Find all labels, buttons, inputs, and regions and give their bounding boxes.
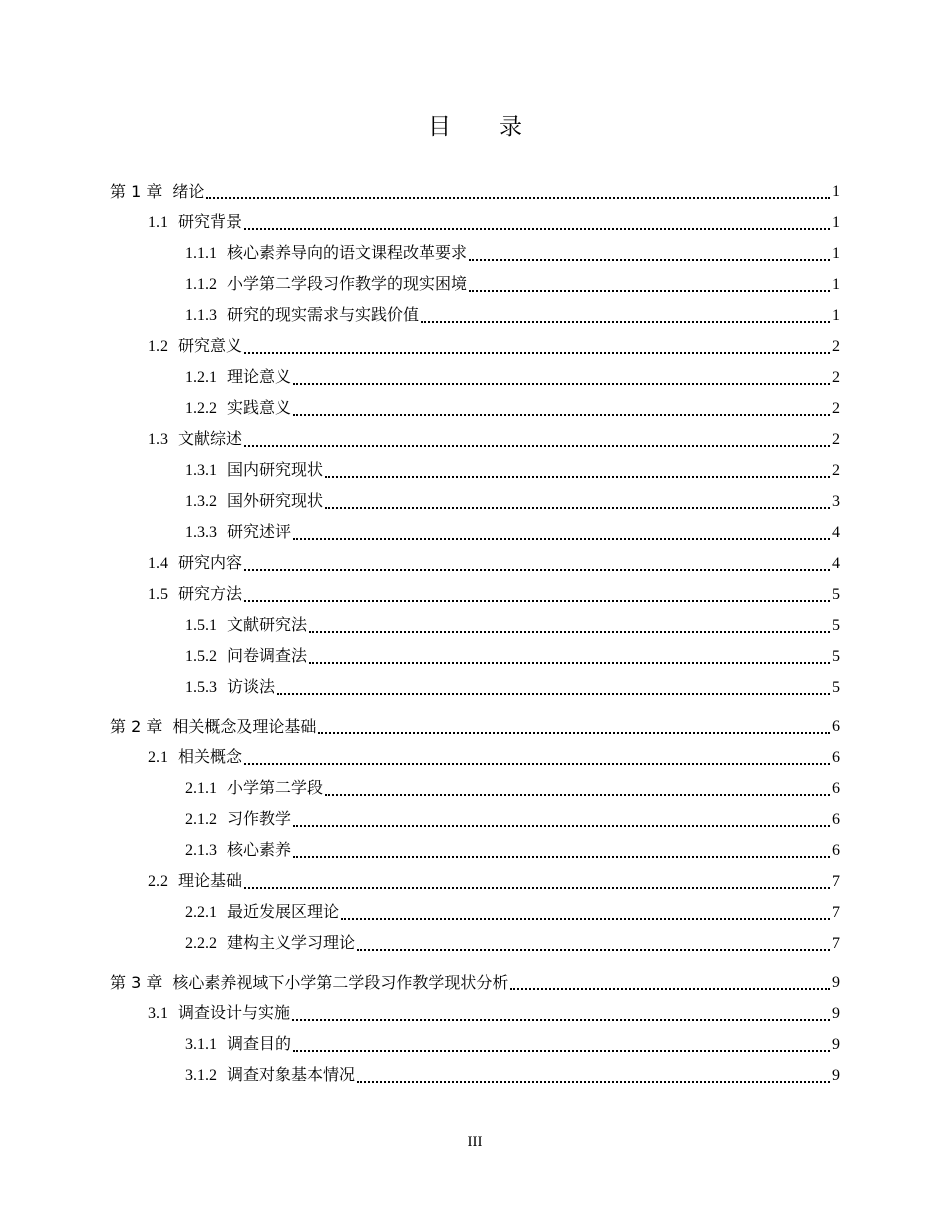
toc-entry-title: 小学第二学段 (227, 780, 324, 797)
toc-entry-title: 相关概念及理论基础 (172, 717, 317, 736)
toc-entry-number: 第 1 章 (110, 182, 163, 201)
toc-entry-heading (185, 486, 323, 517)
toc-entry-heading (148, 548, 242, 579)
toc-entry-heading (148, 579, 242, 610)
dot-leader (244, 600, 830, 602)
dot-leader (309, 662, 830, 664)
toc-entry-heading (148, 424, 242, 455)
toc-entry[interactable] (110, 1029, 840, 1060)
dot-leader (325, 507, 830, 509)
toc-entry[interactable] (110, 455, 840, 486)
toc-entry-heading (185, 773, 323, 804)
dot-leader (309, 631, 830, 633)
toc-entry-title: 调查对象基本情况 (227, 1067, 356, 1084)
toc-entry-title: 理论基础 (178, 873, 243, 890)
toc-entry-number: 2.1.3 (185, 842, 217, 859)
toc-entry-title: 实践意义 (227, 400, 292, 417)
toc-entry[interactable] (110, 331, 840, 362)
toc-entry-number: 1.3.3 (185, 524, 217, 541)
toc-entry-title: 文献综述 (178, 431, 243, 448)
toc-entry-number: 3.1.2 (185, 1067, 217, 1084)
toc-entry[interactable] (110, 967, 840, 998)
toc-entry-page: 7 (832, 873, 840, 890)
dot-leader (421, 321, 830, 323)
toc-entry-number: 1.5.1 (185, 617, 217, 634)
toc-entry-heading (185, 610, 307, 641)
toc-entry-number: 1.1 (148, 214, 168, 231)
toc-entry-heading (185, 672, 275, 703)
dot-leader (206, 197, 830, 199)
toc-entry[interactable] (110, 393, 840, 424)
dot-leader (244, 887, 830, 889)
toc-entry-page: 9 (832, 1005, 840, 1022)
toc-entry-heading (185, 269, 467, 300)
dot-leader (469, 290, 830, 292)
dot-leader (293, 538, 830, 540)
toc-entry-number: 2.1 (148, 749, 168, 766)
toc-entry-title: 研究方法 (178, 586, 243, 603)
toc-entry[interactable] (110, 742, 840, 773)
toc-entry-page: 6 (832, 842, 840, 859)
dot-leader (244, 352, 830, 354)
toc-entry-title: 国外研究现状 (227, 493, 324, 510)
toc-entry[interactable] (110, 300, 840, 331)
toc-entry-heading (148, 998, 290, 1029)
dot-leader (293, 825, 830, 827)
toc-entry-title: 研究背景 (178, 214, 243, 231)
toc-entry-page: 3 (832, 493, 840, 510)
toc-entry-title: 调查目的 (227, 1036, 292, 1053)
dot-leader (325, 794, 830, 796)
toc-entry-title: 研究内容 (178, 555, 243, 572)
dot-leader (293, 383, 830, 385)
toc-entry[interactable] (110, 424, 840, 455)
toc-entry-page: 6 (832, 811, 840, 828)
toc-entry[interactable] (110, 176, 840, 207)
toc-entry-heading (185, 393, 291, 424)
dot-leader (325, 476, 830, 478)
toc-entry-page: 6 (832, 780, 840, 797)
toc-entry-number: 3.1 (148, 1005, 168, 1022)
toc-entry-title: 核心素养导向的语文课程改革要求 (227, 245, 468, 262)
toc-entry-page: 2 (832, 369, 840, 386)
toc-entry-page: 9 (832, 1067, 840, 1084)
dot-leader (244, 763, 830, 765)
toc-entry[interactable] (110, 804, 840, 835)
toc-entry[interactable] (110, 998, 840, 1029)
toc-entry-number: 2.1.1 (185, 780, 217, 797)
toc-entry-page: 5 (832, 648, 840, 665)
toc-entry[interactable] (110, 269, 840, 300)
toc-entry-title: 小学第二学段习作教学的现实困境 (227, 276, 468, 293)
toc-entry-number: 1.4 (148, 555, 168, 572)
toc-entry-heading (148, 742, 242, 773)
toc-entry-number: 1.1.3 (185, 307, 217, 324)
toc-entry-page: 9 (832, 1036, 840, 1053)
toc-entry-number: 1.1.1 (185, 245, 217, 262)
toc-entry-heading (148, 207, 242, 238)
toc-entry[interactable] (110, 207, 840, 238)
toc-entry-heading (185, 362, 291, 393)
dot-leader (357, 949, 830, 951)
toc-entry-number: 1.5.3 (185, 679, 217, 696)
toc-entry-page: 5 (832, 617, 840, 634)
toc-entry-page: 1 (832, 214, 840, 231)
dot-leader (341, 918, 830, 920)
toc-entry[interactable] (110, 835, 840, 866)
toc-entry-page: 5 (832, 679, 840, 696)
toc-entry-heading (185, 455, 323, 486)
toc-entry-number: 第 3 章 (110, 973, 163, 992)
toc-entry-title: 最近发展区理论 (227, 904, 340, 921)
toc-entry-number: 2.2 (148, 873, 168, 890)
toc-entry[interactable] (110, 238, 840, 269)
dot-leader (510, 988, 830, 990)
toc-entry-number: 1.2.1 (185, 369, 217, 386)
toc-entry-title: 理论意义 (227, 369, 292, 386)
toc-entry[interactable] (110, 362, 840, 393)
toc-entry-page: 6 (832, 749, 840, 766)
toc-entry-heading (185, 1029, 291, 1060)
toc-entry-number: 1.2 (148, 338, 168, 355)
toc-entry-heading (148, 866, 242, 897)
toc-entry-heading (185, 835, 291, 866)
toc-entry-number: 1.5.2 (185, 648, 217, 665)
table-of-contents (110, 176, 840, 1091)
toc-entry-heading (110, 711, 316, 742)
toc-entry-number: 1.3 (148, 431, 168, 448)
toc-entry-title: 习作教学 (227, 811, 292, 828)
toc-entry[interactable] (110, 672, 840, 703)
dot-leader (293, 856, 830, 858)
toc-entry[interactable] (110, 1060, 840, 1091)
toc-entry-heading (185, 1060, 355, 1091)
dot-leader (244, 445, 830, 447)
dot-leader (277, 693, 830, 695)
toc-entry-title: 文献研究法 (227, 617, 308, 634)
toc-entry-page: 2 (832, 400, 840, 417)
toc-entry[interactable] (110, 517, 840, 548)
toc-entry[interactable] (110, 928, 840, 959)
toc-entry-heading (185, 804, 291, 835)
toc-entry-heading (110, 967, 508, 998)
toc-entry[interactable] (110, 548, 840, 579)
dot-leader (357, 1081, 830, 1083)
toc-entry-number: 2.2.2 (185, 935, 217, 952)
toc-entry-heading (185, 300, 419, 331)
toc-title: 目录 (428, 114, 570, 140)
toc-entry-heading (185, 517, 291, 548)
dot-leader (469, 259, 830, 261)
dot-leader (293, 1050, 830, 1052)
toc-entry[interactable] (110, 897, 840, 928)
toc-entry-title: 研究的现实需求与实践价值 (227, 307, 420, 324)
toc-entry-page: 4 (832, 524, 840, 541)
toc-entry-title: 核心素养 (227, 842, 292, 859)
dot-leader (318, 732, 830, 734)
toc-entry-page: 7 (832, 904, 840, 921)
toc-entry-heading (185, 928, 355, 959)
toc-entry-page: 1 (832, 183, 840, 200)
toc-entry-heading (110, 176, 204, 207)
toc-entry[interactable] (110, 610, 840, 641)
toc-entry[interactable] (110, 579, 840, 610)
toc-entry-page: 2 (832, 431, 840, 448)
toc-entry-number: 3.1.1 (185, 1036, 217, 1053)
toc-entry[interactable] (110, 866, 840, 897)
toc-entry-title: 研究意义 (178, 338, 243, 355)
toc-entry[interactable] (110, 711, 840, 742)
toc-entry-page: 1 (832, 245, 840, 262)
toc-entry-title: 相关概念 (178, 749, 243, 766)
page-number: III (467, 1134, 483, 1150)
toc-entry-page: 7 (832, 935, 840, 952)
toc-entry-page: 1 (832, 276, 840, 293)
dot-leader (293, 414, 830, 416)
toc-entry-number: 第 2 章 (110, 717, 163, 736)
toc-entry-page: 2 (832, 462, 840, 479)
toc-entry-title: 核心素养视域下小学第二学段习作教学现状分析 (172, 973, 509, 992)
toc-entry-heading (185, 897, 339, 928)
toc-entry-title: 国内研究现状 (227, 462, 324, 479)
toc-entry-number: 1.5 (148, 586, 168, 603)
toc-entry-page: 2 (832, 338, 840, 355)
toc-entry-number: 2.1.2 (185, 811, 217, 828)
toc-entry-heading (185, 641, 307, 672)
toc-entry-title: 研究述评 (227, 524, 292, 541)
toc-entry-title: 调查设计与实施 (178, 1005, 291, 1022)
toc-entry-page: 4 (832, 555, 840, 572)
toc-entry-number: 1.3.2 (185, 493, 217, 510)
toc-entry-page: 6 (832, 718, 840, 735)
toc-entry[interactable] (110, 773, 840, 804)
toc-entry-number: 1.2.2 (185, 400, 217, 417)
dot-leader (244, 569, 830, 571)
toc-entry-title: 问卷调查法 (227, 648, 308, 665)
dot-leader (292, 1019, 830, 1021)
toc-entry-title: 建构主义学习理论 (227, 935, 356, 952)
toc-entry[interactable] (110, 641, 840, 672)
toc-entry-number: 1.1.2 (185, 276, 217, 293)
toc-entry-heading (148, 331, 242, 362)
toc-entry-page: 9 (832, 974, 840, 991)
toc-entry-title: 访谈法 (227, 679, 276, 696)
toc-entry[interactable] (110, 486, 840, 517)
toc-entry-heading (185, 238, 467, 269)
toc-entry-page: 5 (832, 586, 840, 603)
toc-entry-title: 绪论 (172, 182, 205, 201)
dot-leader (244, 228, 830, 230)
toc-entry-number: 1.3.1 (185, 462, 217, 479)
toc-entry-page: 1 (832, 307, 840, 324)
toc-entry-number: 2.2.1 (185, 904, 217, 921)
